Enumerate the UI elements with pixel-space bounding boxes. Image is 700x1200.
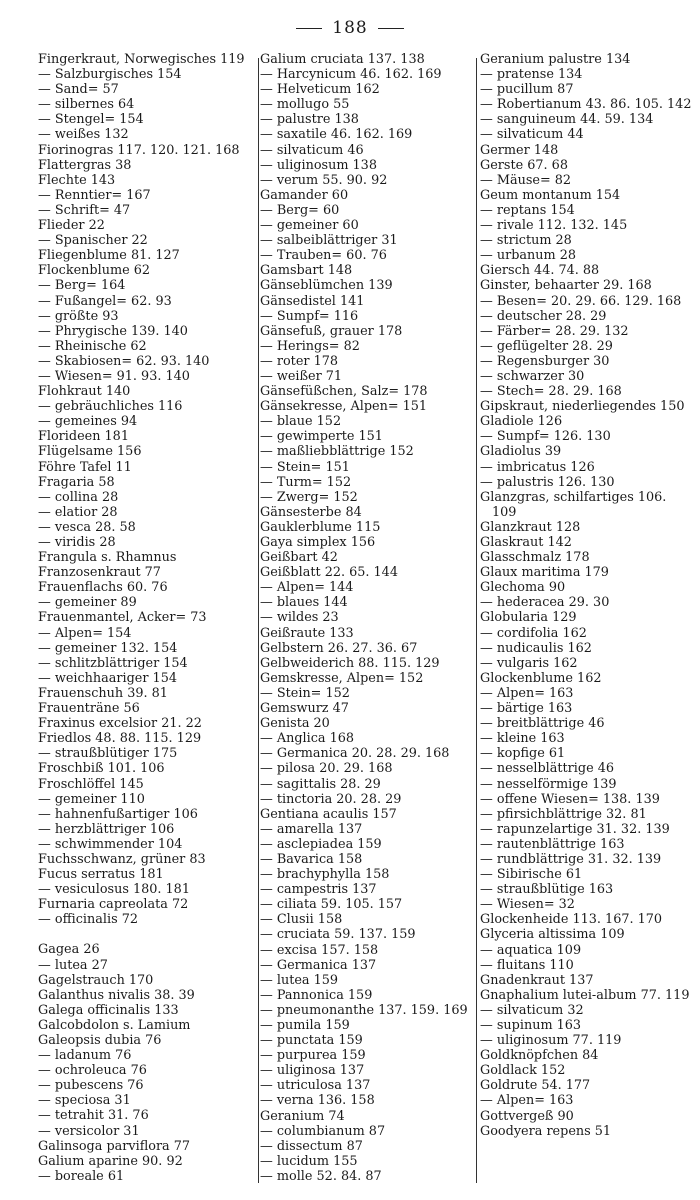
index-entry: Furnaria capreolata 72 (38, 897, 189, 913)
index-entry: Gnaphalium lutei-album 77. 119 (480, 987, 690, 1003)
index-entry: — rivale 112. 132. 145 (480, 218, 628, 234)
index-entry: — lucidum 155 (260, 1153, 358, 1169)
index-entry: Flohkraut 140 (38, 384, 131, 400)
index-entry: Fliegenblume 81. 127 (38, 248, 180, 264)
index-entry: — Regensburger 30 (480, 353, 610, 369)
index-entry: Gladiole 126 (480, 414, 563, 430)
index-entry: — Bavarica 158 (260, 851, 363, 867)
index-entry: — Berg= 60 (260, 202, 340, 218)
index-entry: — breitblättrige 46 (480, 716, 605, 732)
index-entry: — dissectum 87 (260, 1138, 363, 1154)
index-entry: — Alpen= 163 (480, 685, 574, 701)
index-entry: Frauenschuh 39. 81 (38, 685, 168, 701)
index-entry: — columbianum 87 (260, 1123, 386, 1139)
index-entry: Goldlack 152 (480, 1063, 566, 1079)
index-entry: — vulgaris 162 (480, 655, 578, 671)
index-entry: — Renntier= 167 (38, 187, 151, 203)
index-entry: Flattergras 38 (38, 157, 132, 173)
index-entry: — gemeiner 60 (260, 218, 359, 234)
index-entry: — roter 178 (260, 353, 339, 369)
index-entry: — versicolor 31 (38, 1123, 140, 1139)
index-entry: Gemskresse, Alpen= 152 (260, 670, 424, 686)
index-entry: — campestris 137 (260, 882, 377, 898)
index-entry: — pneumonanthe 137. 159. 169 (260, 1002, 468, 1018)
index-entry: Gaya simplex 156 (260, 535, 376, 550)
index-entry: Frauenträne 56 (38, 701, 140, 717)
index-entry: — Germanica 20. 28. 29. 168 (260, 746, 450, 762)
index-entry: Gnadenkraut 137 (480, 972, 594, 988)
index-entry: — Herings= 82 (260, 338, 360, 354)
index-entry: Frangula s. Rhamnus (38, 550, 177, 566)
index-entry: — nesselblättrige 46 (480, 761, 615, 777)
index-entry: — imbricatus 126 (480, 459, 595, 475)
index-entry: — wildes 23 (260, 610, 339, 626)
index-entry: — Clusii 158 (260, 912, 343, 928)
index-column-1 (38, 52, 252, 1182)
index-entry: Ginster, behaarter 29. 168 (480, 278, 652, 294)
index-entry: Geranium 74 (260, 1108, 345, 1124)
index-entry: — Sibirische 61 (480, 867, 583, 883)
index-entry: — palustre 138 (260, 112, 359, 128)
index-column-3 (480, 52, 694, 1182)
index-entry: — weißer 71 (260, 368, 343, 384)
index-entry: — Wiesen= 91. 93. 140 (38, 368, 190, 384)
index-entry: — elatior 28 (38, 504, 118, 520)
index-entry: Friedlos 48. 88. 115. 129 (38, 731, 202, 747)
index-entry: — hahnenfußartiger 106 (38, 806, 198, 822)
index-entry: Flügelsame 156 (38, 444, 142, 460)
index-entry: Flechte 143 (38, 172, 116, 188)
index-entry: — brachyphylla 158 (260, 867, 390, 883)
index-entry: Fiorinogras 117. 120. 121. 168 (38, 142, 240, 158)
index-entry: — Färber= 28. 29. 132 (480, 323, 629, 339)
index-entry: Glechoma 90 (480, 580, 566, 596)
index-entry: — rapunzelartige 31. 32. 139 (480, 821, 670, 837)
index-entry: — amarella 137 (260, 821, 363, 837)
index-entry: — rautenblättrige 163 (480, 836, 625, 852)
index-entry: — Phrygische 139. 140 (38, 323, 188, 339)
index-entry: Glanzkraut 128 (480, 519, 581, 535)
index-entry: — gemeines 94 (38, 414, 138, 430)
index-entry: — tetrahit 31. 76 (38, 1108, 149, 1124)
index-entry: — boreale 61 (38, 1168, 125, 1184)
index-entry: — officinalis 72 (38, 912, 138, 928)
index-entry: Geißblatt 22. 65. 144 (260, 565, 398, 581)
index-entry: — fluitans 110 (480, 957, 574, 973)
index-entry: — Anglica 168 (260, 731, 355, 747)
index-entry: Gänsefüßchen, Salz= 178 (260, 384, 428, 400)
index-entry: — supinum 163 (480, 1018, 582, 1033)
index-entry: — Helveticum 162 (260, 82, 380, 98)
index-entry: — tinctoria 20. 28. 29 (260, 791, 402, 807)
index-entry: Globularia 129 (480, 610, 577, 626)
index-entry: — sanguineum 44. 59. 134 (480, 112, 654, 128)
index-entry: — utriculosa 137 (260, 1078, 371, 1094)
index-entry: Glockenblume 162 (480, 670, 602, 686)
index-entry: Frauenflachs 60. 76 (38, 580, 168, 596)
index-entry: Galeopsis dubia 76 (38, 1033, 162, 1048)
index-entry: Geißraute 133 (260, 625, 354, 641)
index-entry: Gipskraut, niederliegendes 150 (480, 399, 685, 415)
index-entry: Galcobdolon s. Lamium (38, 1017, 191, 1033)
index-entry: — Schrift= 47 (38, 202, 131, 218)
index-entry: — viridis 28 (38, 535, 116, 550)
index-entry: — Alpen= 144 (260, 580, 354, 596)
index-entry: Gänsefuß, grauer 178 (260, 323, 403, 339)
index-entry: Geißbart 42 (260, 550, 338, 566)
index-entry: — cordifolia 162 (480, 625, 587, 641)
index-entry: — Spanischer 22 (38, 233, 148, 249)
index-entry: — Turm= 152 (260, 474, 352, 490)
index-entry: — Stengel= 154 (38, 112, 144, 128)
index-entry: Glaux maritima 179 (480, 565, 609, 581)
index-entry: — verna 136. 158 (260, 1093, 375, 1109)
index-entry: — ciliata 59. 105. 157 (260, 897, 403, 913)
index-entry: — blaue 152 (260, 414, 342, 430)
index-entry: Gänsesterbe 84 (260, 504, 362, 520)
index-entry: — größte 93 (38, 308, 119, 324)
index-entry: — reptans 154 (480, 202, 575, 218)
page-header (0, 18, 700, 38)
index-entry: — saxatile 46. 162. 169 (260, 127, 413, 143)
index-entry: Fuchsschwanz, grüner 83 (38, 851, 206, 867)
index-entry: — Alpen= 163 (480, 1093, 574, 1109)
index-entry: Flockenblume 62 (38, 263, 150, 279)
index-entry: — silvaticum 44 (480, 127, 584, 143)
index-entry: Geranium palustre 134 (480, 52, 631, 67)
index-entry: — gemeiner 89 (38, 595, 137, 611)
index-entry: — sagittalis 28. 29 (260, 776, 381, 792)
index-entry: — schlitzblättriger 154 (38, 655, 188, 671)
index-entry: Gagelstrauch 170 (38, 972, 154, 988)
index-entry: — collina 28 (38, 489, 119, 505)
index-entry: — Berg= 164 (38, 278, 126, 294)
index-entry: — Sand= 57 (38, 82, 119, 98)
index-entry: — schwarzer 30 (480, 368, 585, 384)
index-entry: — verum 55. 90. 92 (260, 172, 388, 188)
index-entry: — gebräuchliches 116 (38, 399, 183, 415)
index-entry: Fingerkraut, Norwegisches 119 (38, 52, 245, 67)
index-entry: — molle 52. 84. 87 (260, 1168, 382, 1184)
index-entry: — gewimperte 151 (260, 429, 383, 445)
index-entry: Gottvergeß 90 (480, 1108, 574, 1124)
index-entry: — Robertianum 43. 86. 105. 142 (480, 97, 692, 113)
index-entry: — nesselförmige 139 (480, 776, 617, 792)
index-entry: — silvaticum 46 (260, 142, 364, 158)
index-entry: — Stein= 152 (260, 685, 350, 701)
index-entry: — salbeiblättriger 31 (260, 233, 398, 249)
index-entry: Geum montanum 154 (480, 187, 621, 203)
index-entry: — Rheinische 62 (38, 338, 147, 354)
index-entry: — cruciata 59. 137. 159 (260, 927, 416, 943)
index-entry: — herzblättriger 106 (38, 821, 175, 837)
index-entry: — offene Wiesen= 138. 139 (480, 791, 660, 807)
index-entry: — Alpen= 154 (38, 625, 132, 641)
index-entry: Gagea 26 (38, 942, 100, 958)
index-entry: — deutscher 28. 29 (480, 308, 607, 324)
index-entry: — uliginosa 137 (260, 1063, 365, 1079)
index-entry: — mollugo 55 (260, 97, 350, 113)
index-entry: Flieder 22 (38, 218, 105, 234)
index-entry: Glyceria altissima 109 (480, 927, 625, 943)
index-entry: — geflügelter 28. 29 (480, 338, 613, 354)
index-entry: — kleine 163 (480, 731, 565, 747)
index-entry: Goldknöpfchen 84 (480, 1048, 599, 1064)
index-entry: — Sumpf= 126. 130 (480, 429, 611, 445)
index-entry: — urbanum 28 (480, 248, 577, 264)
index-entry: — Trauben= 60. 76 (260, 248, 387, 264)
index-entry: — silvaticum 32 (480, 1002, 584, 1018)
index-entry: Gänseblümchen 139 (260, 278, 393, 294)
index-entry: — straußblütige 163 (480, 882, 614, 898)
index-entry: — excisa 157. 158 (260, 942, 379, 958)
index-entry: — Fußangel= 62. 93 (38, 293, 172, 309)
index-entry: — Sumpf= 116 (260, 308, 359, 324)
index-entry: Fraxinus excelsior 21. 22 (38, 716, 202, 732)
index-entry: — pubescens 76 (38, 1078, 144, 1094)
index-entry: — kopfige 61 (480, 746, 566, 762)
index-entry: Goldrute 54. 177 (480, 1078, 591, 1094)
index-entry: — strictum 28 (480, 233, 572, 249)
index-entry: Galinsoga parviflora 77 (38, 1138, 191, 1154)
index-entry: Goodyera repens 51 (480, 1123, 612, 1139)
index-entry: Gänsekresse, Alpen= 151 (260, 399, 428, 415)
header-dash-left (296, 28, 322, 29)
index-entry: — ochroleuca 76 (38, 1063, 147, 1079)
index-entry: Germer 148 (480, 142, 559, 158)
index-entry: Galium cruciata 137. 138 (260, 52, 425, 67)
index-entry: Genista 20 (260, 716, 330, 732)
index-entry: — Wiesen= 32 (480, 897, 575, 913)
index-entry: — lutea 27 (38, 957, 108, 973)
index-entry: — ladanum 76 (38, 1048, 132, 1064)
index-entry: — palustris 126. 130 (480, 474, 615, 490)
index-entry: — weißes 132 (38, 127, 129, 143)
index-entry: — pratense 134 (480, 67, 583, 83)
index-entry: Florideen 181 (38, 429, 129, 445)
index-entry: Gamander 60 (260, 187, 349, 203)
index-entry: — pucillum 87 (480, 82, 574, 98)
index-entry: Gauklerblume 115 (260, 519, 381, 535)
index-entry: Frauenmantel, Acker= 73 (38, 610, 207, 626)
index-entry: Franzosenkraut 77 (38, 565, 161, 581)
index-entry: — maßliebblättrige 152 (260, 444, 414, 460)
index-entry: Föhre Tafel 11 (38, 459, 132, 475)
index-entry: — straußblütiger 175 (38, 746, 178, 762)
index-entry: — pumila 159 (260, 1018, 350, 1033)
index-entry: — gemeiner 132. 154 (38, 640, 178, 656)
index-entry: — asclepiadea 159 (260, 836, 382, 852)
index-entry: — gemeiner 110 (38, 791, 145, 807)
index-entry: Froschlöffel 145 (38, 776, 144, 792)
index-entry: — pilosa 20. 29. 168 (260, 761, 393, 777)
index-entry: — Germanica 137 (260, 957, 377, 973)
index-entry: — Pannonica 159 (260, 987, 373, 1003)
index-entry: — vesca 28. 58 (38, 519, 136, 535)
index-entry: Glaskraut 142 (480, 535, 572, 550)
index-entry: — Zwerg= 152 (260, 489, 358, 505)
index-entry: Glasschmalz 178 (480, 550, 590, 566)
index-entry: Fucus serratus 181 (38, 867, 164, 883)
index-entry: Glockenheide 113. 167. 170 (480, 912, 663, 928)
index-entry: — uliginosum 77. 119 (480, 1033, 622, 1049)
index-entry: Fragaria 58 (38, 474, 115, 490)
index-entry: Galanthus nivalis 38. 39 (38, 987, 195, 1003)
index-entry: — Skabiosen= 62. 93. 140 (38, 353, 210, 369)
index-entry: Giersch 44. 74. 88 (480, 263, 600, 279)
index-entry: Gemswurz 47 (260, 701, 349, 717)
index-entry: Gänsedistel 141 (260, 293, 365, 309)
index-entry: — rundblättrige 31. 32. 139 (480, 851, 662, 867)
index-entry: — purpurea 159 (260, 1048, 366, 1064)
index-entry: — hederacea 29. 30 (480, 595, 610, 611)
index-entry: — aquatica 109 (480, 942, 582, 958)
index-entry: — blaues 144 (260, 595, 348, 611)
index-entry: Galium aparine 90. 92 (38, 1153, 183, 1169)
index-entry: — schwimmender 104 (38, 836, 183, 852)
index-entry: Gerste 67. 68 (480, 157, 568, 173)
page-number: 188 (332, 18, 368, 38)
index-entry: — Mäuse= 82 (480, 172, 572, 188)
header-dash-right (378, 28, 404, 29)
index-entry: Galega officinalis 133 (38, 1002, 179, 1018)
index-entry: — pfirsichblättrige 32. 81 (480, 806, 647, 822)
index-entry: — Stech= 28. 29. 168 (480, 384, 622, 400)
index-entry: Gelbstern 26. 27. 36. 67 (260, 640, 418, 656)
index-entry: — speciosa 31 (38, 1093, 131, 1109)
index-column-2 (260, 52, 474, 1182)
index-entry: — Harcynicum 46. 162. 169 (260, 67, 442, 83)
index-entry: — Stein= 151 (260, 459, 350, 475)
index-entry: — bärtige 163 (480, 701, 573, 717)
index-entry: — weichhaariger 154 (38, 670, 177, 686)
index-entry: Gentiana acaulis 157 (260, 806, 397, 822)
index-entry: — Salzburgisches 154 (38, 67, 182, 83)
index-entry: — silbernes 64 (38, 97, 135, 113)
index-entry: Gelbweiderich 88. 115. 129 (260, 655, 440, 671)
index-entry: — uliginosum 138 (260, 157, 377, 173)
index-entry: — Besen= 20. 29. 66. 129. 168 (480, 293, 682, 309)
index-entry: Gladiolus 39 (480, 444, 562, 460)
index-entry: — nudicaulis 162 (480, 640, 592, 656)
index-entry: Froschbiß 101. 106 (38, 761, 165, 777)
index-entry: Glanzgras, schilfartiges 106. 109 (480, 489, 667, 520)
index-columns (38, 52, 690, 1192)
index-entry: — punctata 159 (260, 1033, 363, 1049)
index-entry: Gamsbart 148 (260, 263, 353, 279)
index-entry: — lutea 159 (260, 972, 339, 988)
index-entry: — vesiculosus 180. 181 (38, 882, 190, 898)
